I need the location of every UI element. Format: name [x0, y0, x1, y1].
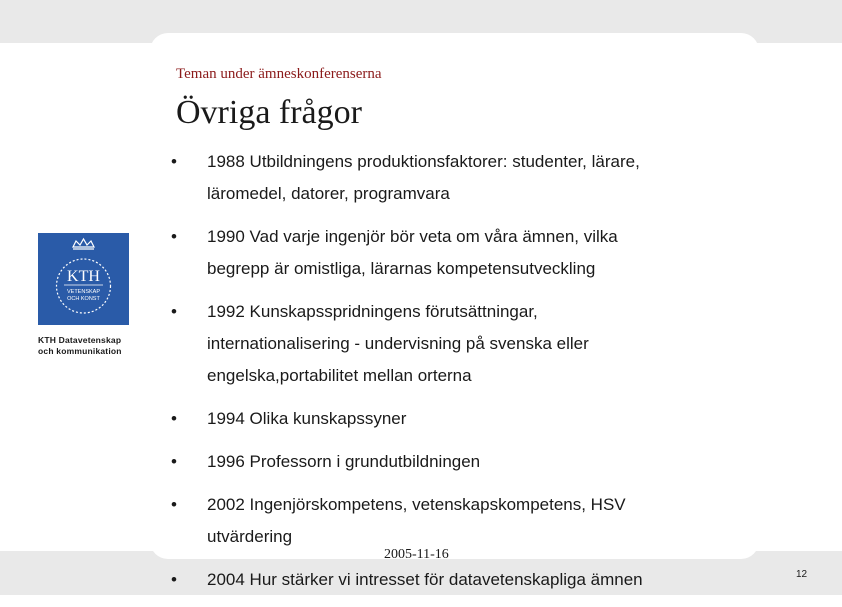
bullet-item — [171, 564, 751, 596]
slide-title: Övriga frågor — [176, 94, 362, 131]
footer-date: 2005-11-16 — [384, 547, 449, 562]
bullet-dot: • — [171, 152, 177, 171]
bullet-line: utvärdering — [207, 527, 293, 546]
bullet-item — [171, 489, 751, 553]
slide-subtitle: Teman under ämneskonferenserna — [176, 66, 382, 82]
logo-mark: KTH — [67, 268, 100, 285]
bullet-line: 2004 Hur stärker vi intresset för datavetenskapliga ämnen — [207, 570, 643, 589]
bullet-dot: • — [171, 409, 177, 428]
bullet-line: läromedel, datorer, programvara — [207, 184, 450, 203]
kth-logo — [38, 233, 129, 325]
bullet-item — [171, 446, 751, 478]
bullet-line: 2002 Ingenjörskompetens, vetenskapskompetens, HSV — [207, 495, 626, 514]
bullet-item — [171, 403, 751, 435]
page-number: 12 — [796, 569, 808, 580]
bullet-dot: • — [171, 495, 177, 514]
bullet-line: 1990 Vad varje ingenjör bör veta om våra ämnen, vilka — [207, 227, 618, 246]
bullet-item — [171, 221, 751, 285]
bullet-dot: • — [171, 452, 177, 471]
bullet-dot: • — [171, 227, 177, 246]
bullet-line: engelska,portabilitet mellan orterna — [207, 366, 472, 385]
bullet-item — [171, 146, 751, 210]
org-line-2: och kommunikation — [38, 346, 122, 356]
bullet-line: 1994 Olika kunskapssyner — [207, 409, 407, 428]
bullet-line: 1988 Utbildningens produktionsfaktorer: studenter, lärare, — [207, 152, 640, 171]
bullet-line: 1996 Professorn i grundutbildningen — [207, 452, 481, 471]
bullet-item — [171, 296, 751, 392]
logo-line-2: OCH KONST — [67, 296, 100, 302]
org-line-1: KTH Datavetenskap — [38, 335, 122, 345]
bullet-line: begrepp är omistliga, lärarnas kompetensutveckling — [207, 259, 596, 278]
org-name — [38, 335, 122, 357]
bullet-line: internationalisering - undervisning på svenska eller — [207, 334, 589, 353]
bullet-line: 1992 Kunskapsspridningens förutsättningar, — [207, 302, 538, 321]
bullet-dot: • — [171, 570, 177, 589]
bullet-dot: • — [171, 302, 177, 321]
logo-line-1: VETENSKAP — [66, 289, 101, 295]
bullet-list — [171, 146, 751, 607]
